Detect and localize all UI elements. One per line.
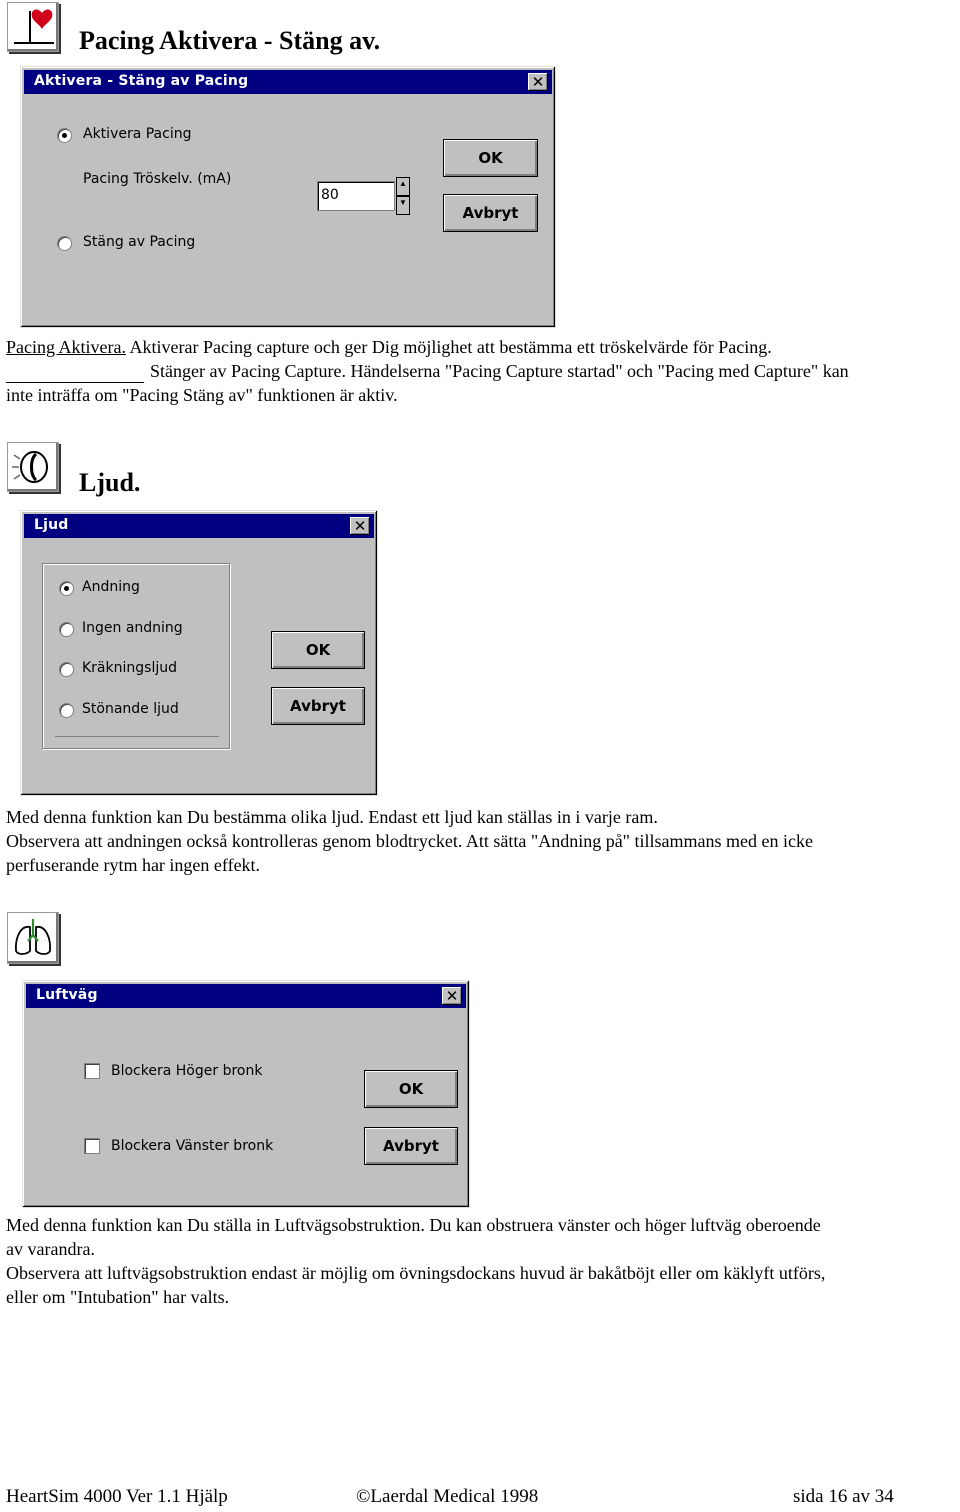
ljud-heading: Ljud.	[79, 468, 141, 497]
lungs-icon	[8, 913, 58, 963]
luftvag-desc-line2: av varandra.	[6, 1239, 95, 1259]
footer-center: ©Laerdal Medical 1998	[356, 1486, 539, 1507]
ok-button[interactable]: OK	[271, 631, 365, 669]
luftvag-desc-line1: Med denna funktion kan Du ställa in Luftvägsobstruktion. Du kan obstruera vänster och höger luftväg oberoende	[6, 1215, 821, 1235]
checkbox-hoger-bronk-label: Blockera Höger bronk	[111, 1063, 263, 1079]
radio-krakningsljud[interactable]	[59, 662, 74, 677]
ljud-desc-line1: Med denna funktion kan Du bestämma olika ljud. Endast ett ljud kan ställas in i varje ram.	[6, 807, 658, 827]
luftvag-dialog	[22, 980, 470, 1208]
cancel-button[interactable]: Avbryt	[271, 687, 365, 725]
ljud-desc-line2: Observera att andningen också kontrolleras genom blodtrycket. Att sätta "Andning på" tillsammans med en icke	[6, 831, 813, 851]
sound-eye-icon	[8, 443, 58, 491]
radio-krakningsljud-label: Kräkningsljud	[82, 660, 177, 676]
luftvag-dialog-titlebar	[26, 984, 466, 1008]
heart-pacing-icon	[8, 3, 58, 51]
pacing-desc-line2	[6, 359, 849, 383]
pacing-section-icon	[7, 2, 59, 52]
blank-link-underline[interactable]	[6, 364, 144, 383]
footer-right: sida 16 av 34	[793, 1486, 894, 1507]
radio-aktivera-pacing-label: Aktivera Pacing	[83, 126, 192, 142]
close-icon: ✕	[445, 987, 459, 1005]
checkbox-vanster-bronk[interactable]	[84, 1138, 100, 1154]
pacing-dialog-title: Aktivera - Stäng av Pacing	[34, 73, 249, 89]
luftvag-desc-line4: eller om "Intubation" har valts.	[6, 1287, 230, 1307]
close-icon: ✕	[353, 517, 367, 535]
ok-button[interactable]: OK	[364, 1070, 458, 1108]
radio-stonande-ljud[interactable]	[59, 703, 74, 718]
radio-stonande-ljud-label: Stönande ljud	[82, 701, 179, 717]
ljud-dialog	[20, 510, 378, 796]
radio-stang-av-pacing[interactable]	[57, 236, 72, 251]
luftvag-dialog-title: Luftväg	[36, 987, 98, 1003]
pacing-dialog	[20, 66, 556, 328]
pacing-heading: Pacing Aktivera - Stäng av.	[79, 26, 381, 55]
close-icon: ✕	[531, 73, 545, 91]
checkbox-hoger-bronk[interactable]	[84, 1063, 100, 1079]
close-button[interactable]	[528, 73, 548, 91]
ljud-section-icon	[7, 442, 59, 492]
threshold-input[interactable]: 80	[317, 181, 395, 211]
threshold-stepper[interactable]	[396, 175, 412, 217]
radio-stang-av-pacing-label: Stäng av Pacing	[83, 234, 196, 250]
luftvag-desc-line3: Observera att luftvägsobstruktion endast är möjlig om övningsdockans huvud är bakåtböjt eller om käklyft utförs,	[6, 1263, 826, 1283]
ljud-dialog-title: Ljud	[34, 517, 69, 533]
footer-left: HeartSim 4000 Ver 1.1 Hjälp	[6, 1486, 228, 1507]
threshold-label: Pacing Tröskelv. (mA)	[83, 171, 232, 187]
stepper-up-icon[interactable]: ▲	[396, 177, 410, 196]
ok-button[interactable]: OK	[443, 139, 538, 177]
pacing-aktivera-link[interactable]: Pacing Aktivera.	[6, 337, 126, 357]
pacing-dialog-titlebar	[24, 70, 552, 94]
group-divider	[55, 736, 219, 737]
pacing-desc-line2-text: Stänger av Pacing Capture. Händelserna "Pacing Capture startad" och "Pacing med Capture" kan	[150, 361, 849, 381]
pacing-desc-line1	[6, 335, 772, 359]
luftvag-section-icon	[7, 912, 59, 964]
cancel-button[interactable]: Avbryt	[364, 1127, 458, 1165]
stepper-down-icon[interactable]: ▼	[396, 196, 410, 215]
radio-andning-label: Andning	[82, 579, 140, 595]
pacing-desc-line3: inte inträffa om "Pacing Stäng av" funktionen är aktiv.	[6, 385, 398, 405]
radio-andning[interactable]	[59, 581, 74, 596]
close-button[interactable]	[442, 987, 462, 1005]
checkbox-vanster-bronk-label: Blockera Vänster bronk	[111, 1138, 274, 1154]
cancel-button[interactable]: Avbryt	[443, 194, 538, 232]
radio-ingen-andning-label: Ingen andning	[82, 620, 183, 636]
close-button[interactable]	[350, 517, 370, 535]
radio-ingen-andning[interactable]	[59, 622, 74, 637]
radio-aktivera-pacing[interactable]	[57, 128, 72, 143]
ljud-desc-line3: perfuserande rytm har ingen effekt.	[6, 855, 261, 875]
pacing-desc-line1-text: Aktiverar Pacing capture och ger Dig möjlighet att bestämma ett tröskelvärde för Pacing.	[125, 337, 772, 357]
ljud-dialog-titlebar	[24, 514, 374, 538]
